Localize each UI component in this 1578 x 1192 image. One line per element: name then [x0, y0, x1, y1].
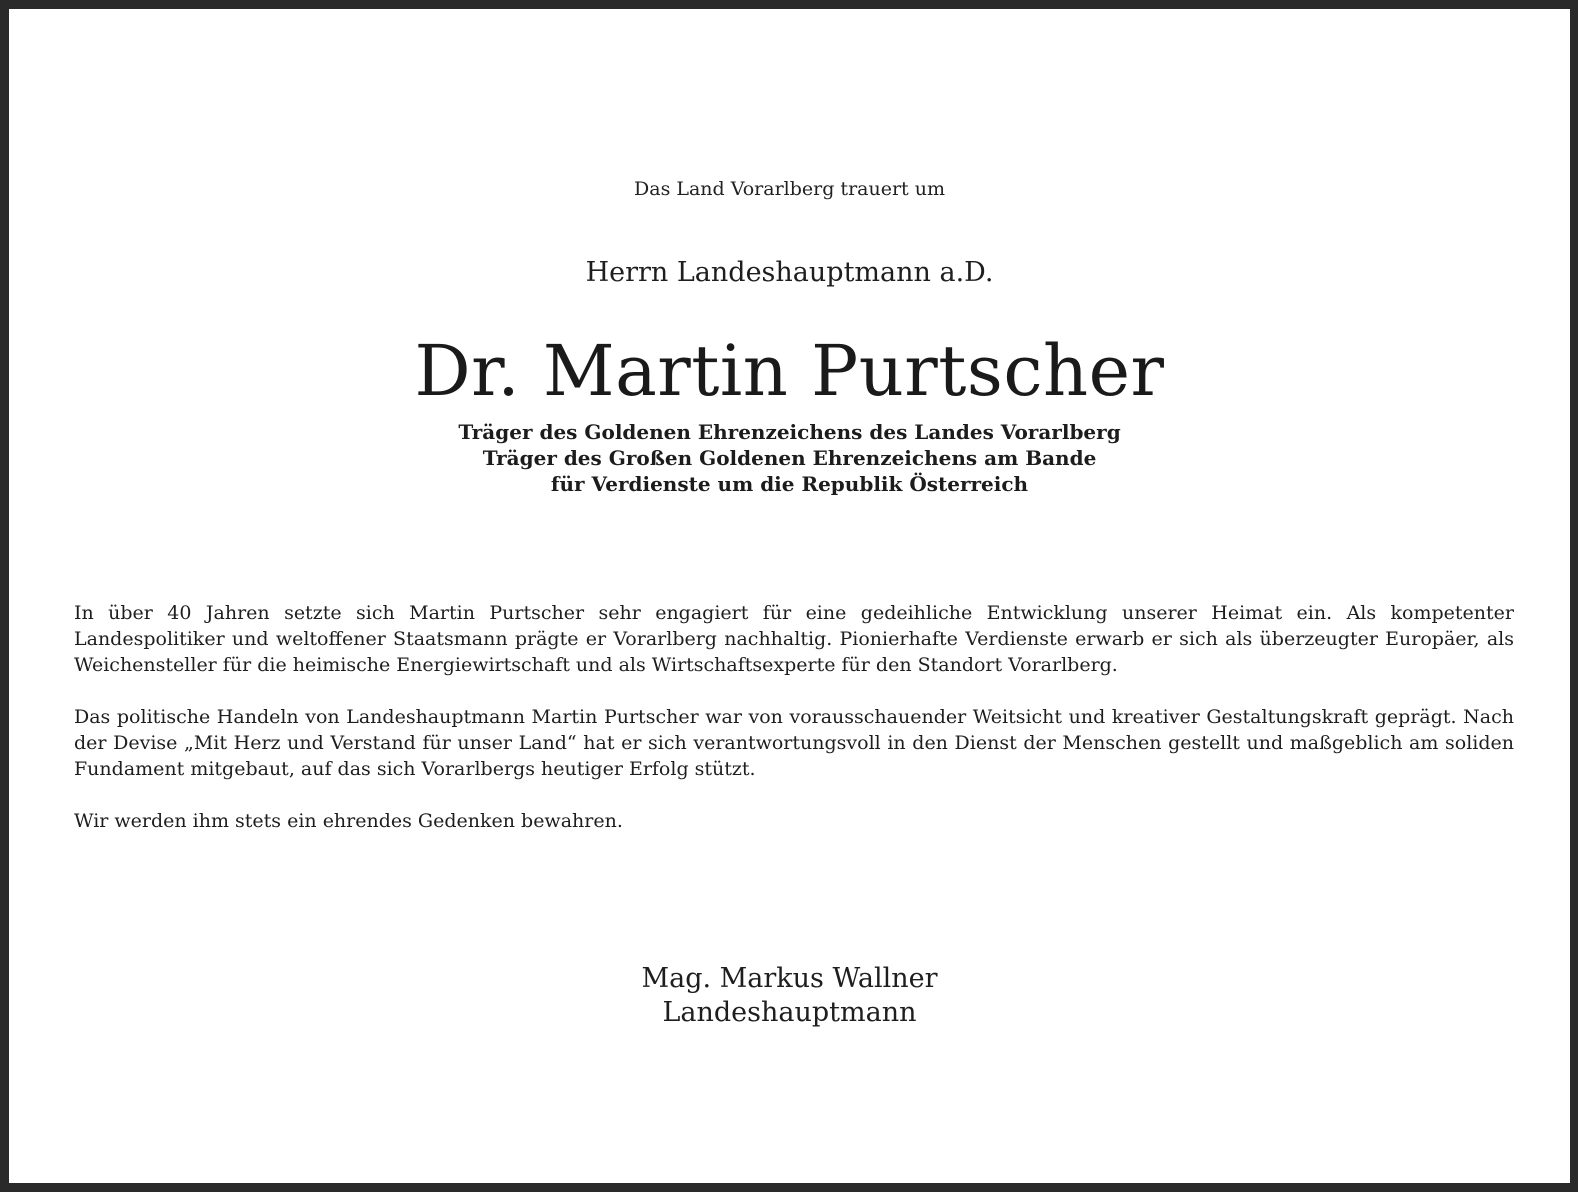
signatory-name: Mag. Markus Wallner — [641, 963, 938, 994]
deceased-name: Dr. Martin Purtscher — [414, 330, 1165, 412]
tribute-paragraph: Das politische Handeln von Landeshauptmann Martin Purtscher war von vorausschauender Weitsicht und kreativer Gestaltungskraft geprägt. Nach der Devise „Mit Herz und Verstand für unser Land“ hat er sich verantwortungsvoll in den Dienst der Menschen gestellt und maßgeblich am soliden Fundament mitgebaut, auf das sich Vorarlbergs heutiger Erfolg stützt. — [74, 706, 1514, 780]
awards-block — [9, 419, 1570, 497]
tribute-paragraph: In über 40 Jahren setzte sich Martin Purtscher sehr engagiert für eine gedeihliche Entwicklung unserer Heimat ein. Als kompetenter Landespolitiker und weltoffener Staatsmann prägte er Vorarlberg nachhaltig. Pionierhafte Verdienste erwarb er sich als überzeugter Europäer, als Weichensteller für die heimische Energiewirtschaft und als Wirtschaftsexperte für den Standort Vorarlberg. — [74, 602, 1514, 676]
intro-line: Das Land Vorarlberg trauert um — [634, 178, 945, 200]
signature-block — [9, 962, 1570, 1030]
signatory-title: Landeshauptmann — [662, 997, 917, 1028]
award-line: für Verdienste um die Republik Österreich — [550, 472, 1029, 496]
honorific-title: Herrn Landeshauptmann a.D. — [585, 257, 994, 288]
award-line: Träger des Großen Goldenen Ehrenzeichens am Bande — [482, 446, 1097, 470]
tribute-paragraph: Wir werden ihm stets ein ehrendes Gedenken bewahren. — [74, 810, 623, 832]
tribute-text — [74, 600, 1514, 860]
award-line: Träger des Goldenen Ehrenzeichens des Landes Vorarlberg — [458, 420, 1121, 444]
